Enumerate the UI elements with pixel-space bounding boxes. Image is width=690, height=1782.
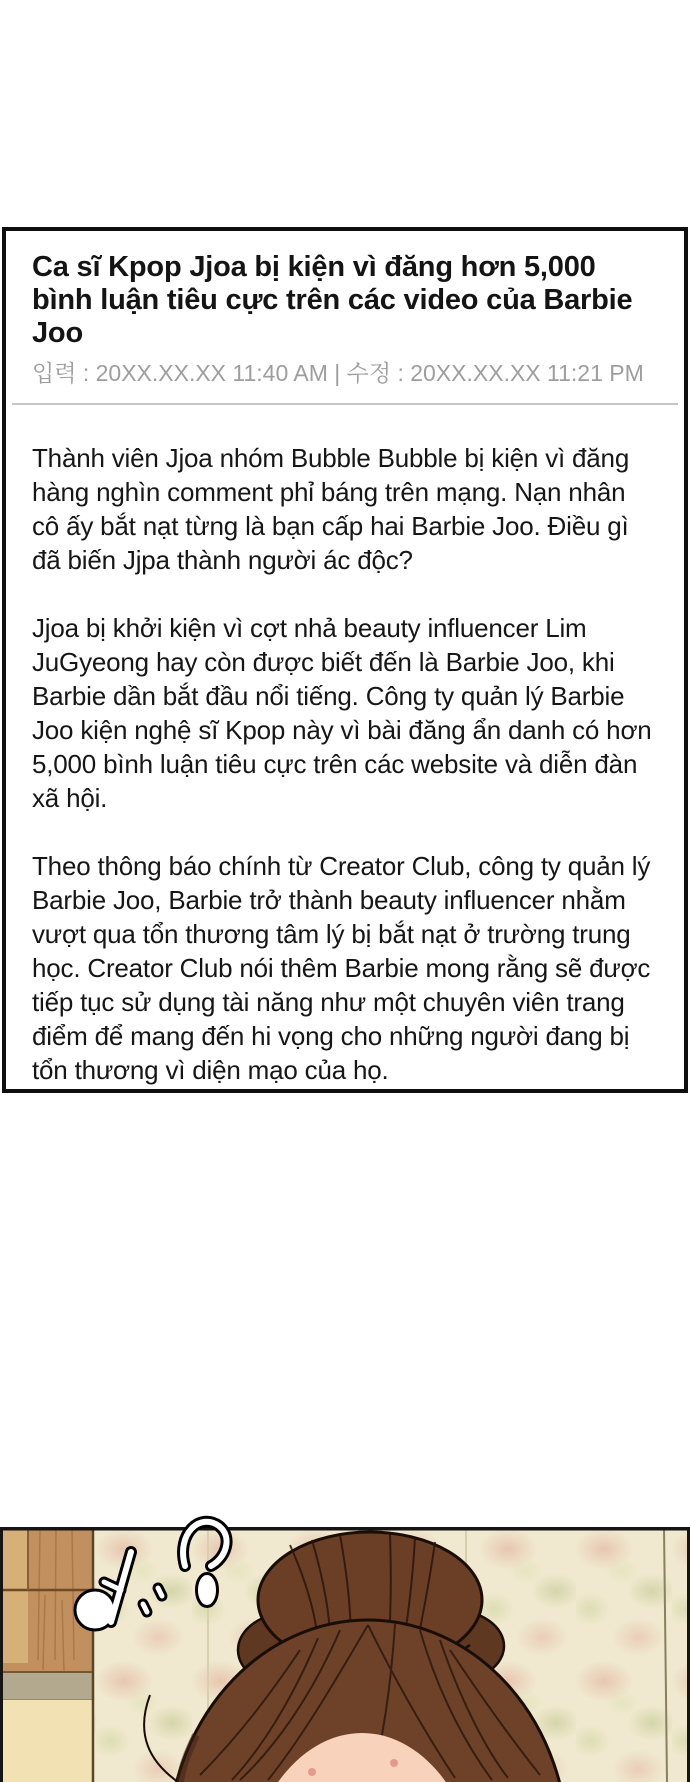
sfx-question <box>79 1522 227 1626</box>
article-paragraph: Thành viên Jjoa nhóm Bubble Bubble bị kiện vì đăng hàng nghìn comment phỉ báng trên mạng. Nạn nhân cô ấy bắt nạt từng là bạn cấp hai Barbie Joo. Điều gì đã biến Jjpa thành người ác độc? <box>32 443 630 575</box>
article-divider <box>12 403 678 405</box>
comic-panel-art <box>0 1500 690 1782</box>
article-paragraph: Theo thông báo chính từ Creator Club, công ty quản lý Barbie Joo, Barbie trở thành beauty influencer nhằm vượt qua tổn thương tâm lý bị bắt nạt ở trường trung học. Creator Club nói thêm Barbie mong rằng sẽ được tiếp tục sử dụng tài năng như một chuyên viên trang điểm để mang đến hi vọng cho những người đang bị tổn thương vì diện mạo của họ. <box>32 851 651 1085</box>
article-paragraph: Jjoa bị khởi kiện vì cợt nhả beauty influencer Lim JuGyeong hay còn được biết đến là Barbie Joo, khi Barbie dần bắt đầu nổi tiếng. Công ty quản lý Barbie Joo kiện nghệ sĩ Kpop này vì bài đăng ẩn danh có hơn 5,000 bình luận tiêu cực trên các website và diễn đàn xã hội. <box>32 613 652 813</box>
blush-dot <box>308 1768 316 1776</box>
news-article-panel <box>2 227 688 1093</box>
wood-cabinet <box>0 1527 93 1782</box>
stray-hair-strand <box>144 1695 178 1782</box>
article-body <box>32 441 658 1087</box>
article-title: Ca sĩ Kpop Jjoa bị kiện vì đăng hơn 5,000 bình luận tiêu cực trên các video của Barbie Joo <box>32 251 633 349</box>
blush-dot <box>390 1759 398 1767</box>
article-meta-timestamps: 입력 : 20XX.XX.XX 11:40 AM | 수정 : 20XX.XX.XX 11:21 PM <box>32 360 644 386</box>
